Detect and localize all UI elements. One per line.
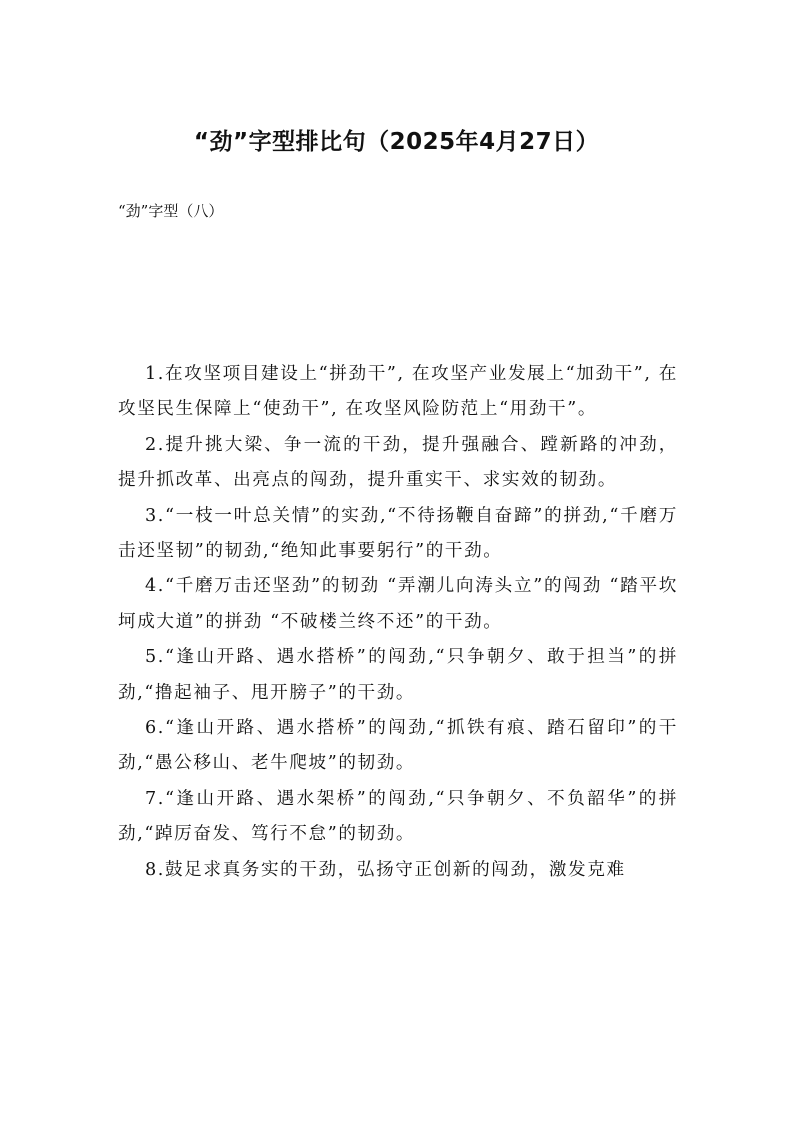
paragraph-4: 4.“千磨万击还坚劲”的韧劲 “弄潮儿向涛头立”的闯劲 “踏平坎坷成大道”的拼劲 “不破楼兰终不还”的干劲。 [118,576,678,632]
document-body [118,357,678,888]
paragraph-5: 5.“逢山开路、遇水搭桥”的闯劲,“只争朝夕、敢于担当”的拼劲,“撸起袖子、甩开膀子”的干劲。 [118,647,678,703]
paragraph-3: 3.“一枝一叶总关情”的实劲,“不待扬鞭自奋蹄”的拼劲,“千磨万击还坚韧”的韧劲,“绝知此事要躬行”的干劲。 [118,505,678,562]
document-title: “劲”字型排比句（2025年4月27日） [193,129,600,155]
paragraph-2: 2.提升挑大梁、争一流的干劲，提升强融合、蹚新路的冲劲，提升抓改革、出亮点的闯劲，提升重实干、求实效的韧劲。 [118,434,678,491]
paragraph-7: 7.“逢山开路、遇水架桥”的闯劲,“只争朝夕、不负韶华”的拼劲,“踔厉奋发、笃行不怠”的韧劲。 [118,788,678,845]
paragraph-1: 1.在攻坚项目建设上“拼劲干”, 在攻坚产业发展上“加劲干”, 在攻坚民生保障上“使劲干”, 在攻坚风险防范上“用劲干”。 [118,364,678,420]
paragraph-8: 8.鼓足求真务实的干劲，弘扬守正创新的闯劲，激发克难 [145,859,626,880]
section-subtitle: “劲”字型（八） [118,202,224,220]
paragraph-6: 6.“逢山开路、遇水搭桥”的闯劲,“抓铁有痕、踏石留印”的干劲,“愚公移山、老牛爬坡”的韧劲。 [118,718,678,774]
